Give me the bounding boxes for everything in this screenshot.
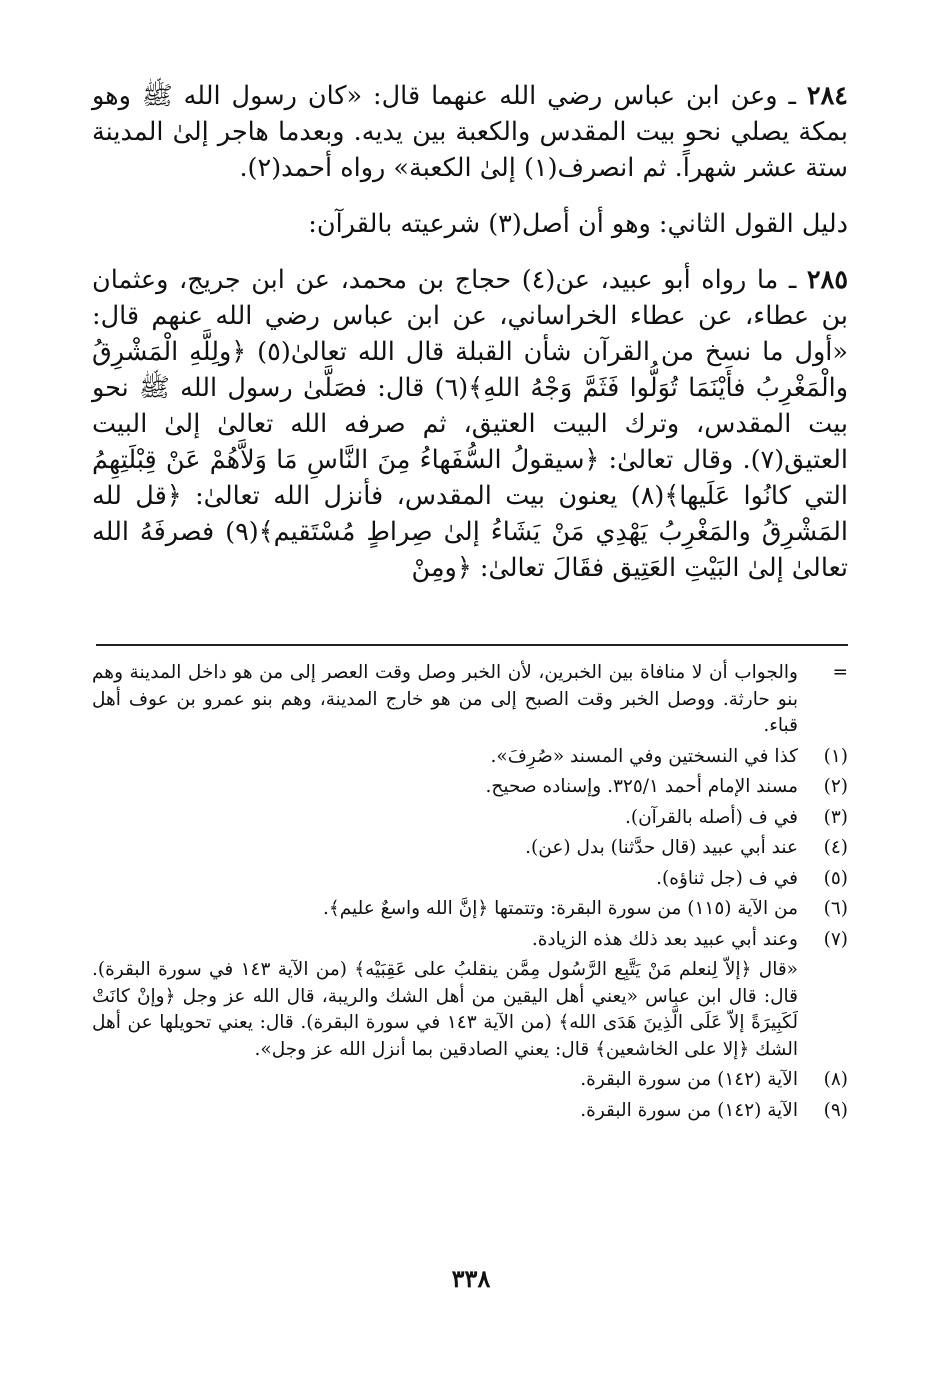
footnote-text: الآية (١٤٢) من سورة البقرة. xyxy=(580,1099,798,1121)
footnote-mark: (٥) xyxy=(823,867,848,889)
footnote xyxy=(92,927,848,954)
footnote-separator xyxy=(96,644,848,646)
footnote-text: مسند الإمام أحمد ٣٢٥/١. وإسناده صحيح. xyxy=(485,776,798,797)
hadith-285 xyxy=(92,262,848,586)
footnote-text: والجواب أن لا منافاة بين الخبرين، لأن الخبر وصل وقت العصر إلى من هو داخل المدينة وهم بنو حارثة. ووصل الخبر وقت الصبح إلى من هو خارج المدينة، وهم بنو عمرو بن عوف أهل قباء. xyxy=(92,662,798,736)
section-heading: دليل القول الثاني: وهو أن أصل(٣) شرعيته بالقرآن: xyxy=(308,209,848,239)
footnote xyxy=(92,774,848,801)
footnote-mark: (٣) xyxy=(823,806,848,828)
footnote xyxy=(92,1098,848,1125)
footnote-text: في ف (جل ثناؤه). xyxy=(656,867,798,889)
footnote-7-extract: «قال ﴿إلاّ لِنعلم مَنْ يَتَّبِع الرَّسُول مِمَّن ينقلبُ على عَقِبَيْه﴾ (من الآية ١٤٣ في سورة البقرة). قال: قال ابن عباس «يعني أهل اليقين من أهل الشك والريبة، قال الله عز وجل ﴿وإنْ كانَتْ لَكَبِيرَةً إلاّ عَلَى الَّذِينَ هَدَى الله﴾ (من الآية ١٤٣ في سورة البقرة). قال: يعني تحويلها عن أهل الشك ﴿إلا على الخاشعين﴾ قال: يعني الصادقين بما أنزل الله عز وجل». xyxy=(92,959,798,1060)
footnotes xyxy=(92,660,848,1128)
footnote-text: الآية (١٤٢) من سورة البقرة. xyxy=(580,1069,798,1090)
footnote-continuation xyxy=(92,660,848,740)
footnote xyxy=(92,835,848,862)
footnote-text: في ف (أصله بالقرآن). xyxy=(624,806,798,828)
footnote-mark: (٤) xyxy=(823,837,848,858)
footnote-text: من الآية (١١٥) من سورة البقرة: وتتمتها ﴿إنَّ الله واسعٌ عليم﴾. xyxy=(322,898,798,919)
hadith-284 xyxy=(92,78,848,186)
footnote-mark: (٢) xyxy=(823,776,848,797)
footnote-mark: (١) xyxy=(823,745,848,767)
footnote-text: كذا في النسختين وفي المسند «صُرِفَ». xyxy=(490,745,798,767)
main-text xyxy=(92,78,848,606)
hadith-number: ٢٨٥ xyxy=(806,265,849,295)
hadith-number: ٢٨٤ xyxy=(806,81,848,111)
footnote xyxy=(92,744,848,771)
footnote-text: عند أبي عبيد (قال حدَّثنا) بدل (عن). xyxy=(525,837,798,858)
hadith-text: ـ ما رواه أبو عبيد، عن(٤) حجاج بن محمد، عن ابن جريج، وعثمان بن عطاء، عن عطاء الخراساني، عن ابن عباس رضي الله عنهم قال: «أول ما نسخ من القرآن شأن القبلة قال الله تعالىٰ(٥) ﴿ولِلَّهِ الْمَشْرِقُ والْمَغْرِبُ فأَيْنَمَا تُوَلُّوا فَثَمَّ وَجْهُ اللهِ﴾(٦) قال: فصَلَّىٰ رسول الله ﷺ نحو بيت المقدس، وترك البيت العتيق، ثم صرفه الله تعالىٰ إلىٰ البيت العتيق(٧). وقال تعالىٰ: ﴿سيقولُ السُّفَهاءُ مِنَ النَّاسِ مَا وَلاَّهُمْ عَنْ قِبْلَتِهِمُ التي كانُوا عَلَيها﴾(٨) يعنون بيت المقدس، فأنزل الله تعالىٰ: ﴿قل لله المَشْرِقُ والمَغْرِبُ يَهْدِي مَنْ يَشَاءُ إلىٰ صِراطٍ مُسْتَقيم﴾(٩) فصرفَهُ الله تعالىٰ إلىٰ البَيْتِ العَتِيق فقَالَ تعالىٰ: ﴿ومِنْ xyxy=(92,265,849,583)
footnote-mark: (٦) xyxy=(823,898,848,919)
footnote xyxy=(92,805,848,832)
footnote xyxy=(92,896,848,923)
footnote xyxy=(92,1067,848,1094)
footnote-text: وعند أبي عبيد بعد ذلك هذه الزيادة. xyxy=(531,928,798,950)
footnote xyxy=(92,866,848,893)
footnote-mark: (٨) xyxy=(823,1069,848,1090)
page-number: ٣٣٨ xyxy=(451,1264,491,1293)
footnote-mark: (٩) xyxy=(823,1099,848,1121)
footnote-mark: = xyxy=(832,662,848,683)
hadith-text: ـ وعن ابن عباس رضي الله عنهما قال: «كان رسول الله ﷺ وهو بمكة يصلي نحو بيت المقدس والكعبة بين يديه. وبعدما هاجر إلىٰ المدينة ستة عشر شهراً. ثم انصرف(١) إلىٰ الكعبة» رواه أحمد(٢). xyxy=(92,81,848,183)
footnote-mark: (٧) xyxy=(823,928,848,950)
